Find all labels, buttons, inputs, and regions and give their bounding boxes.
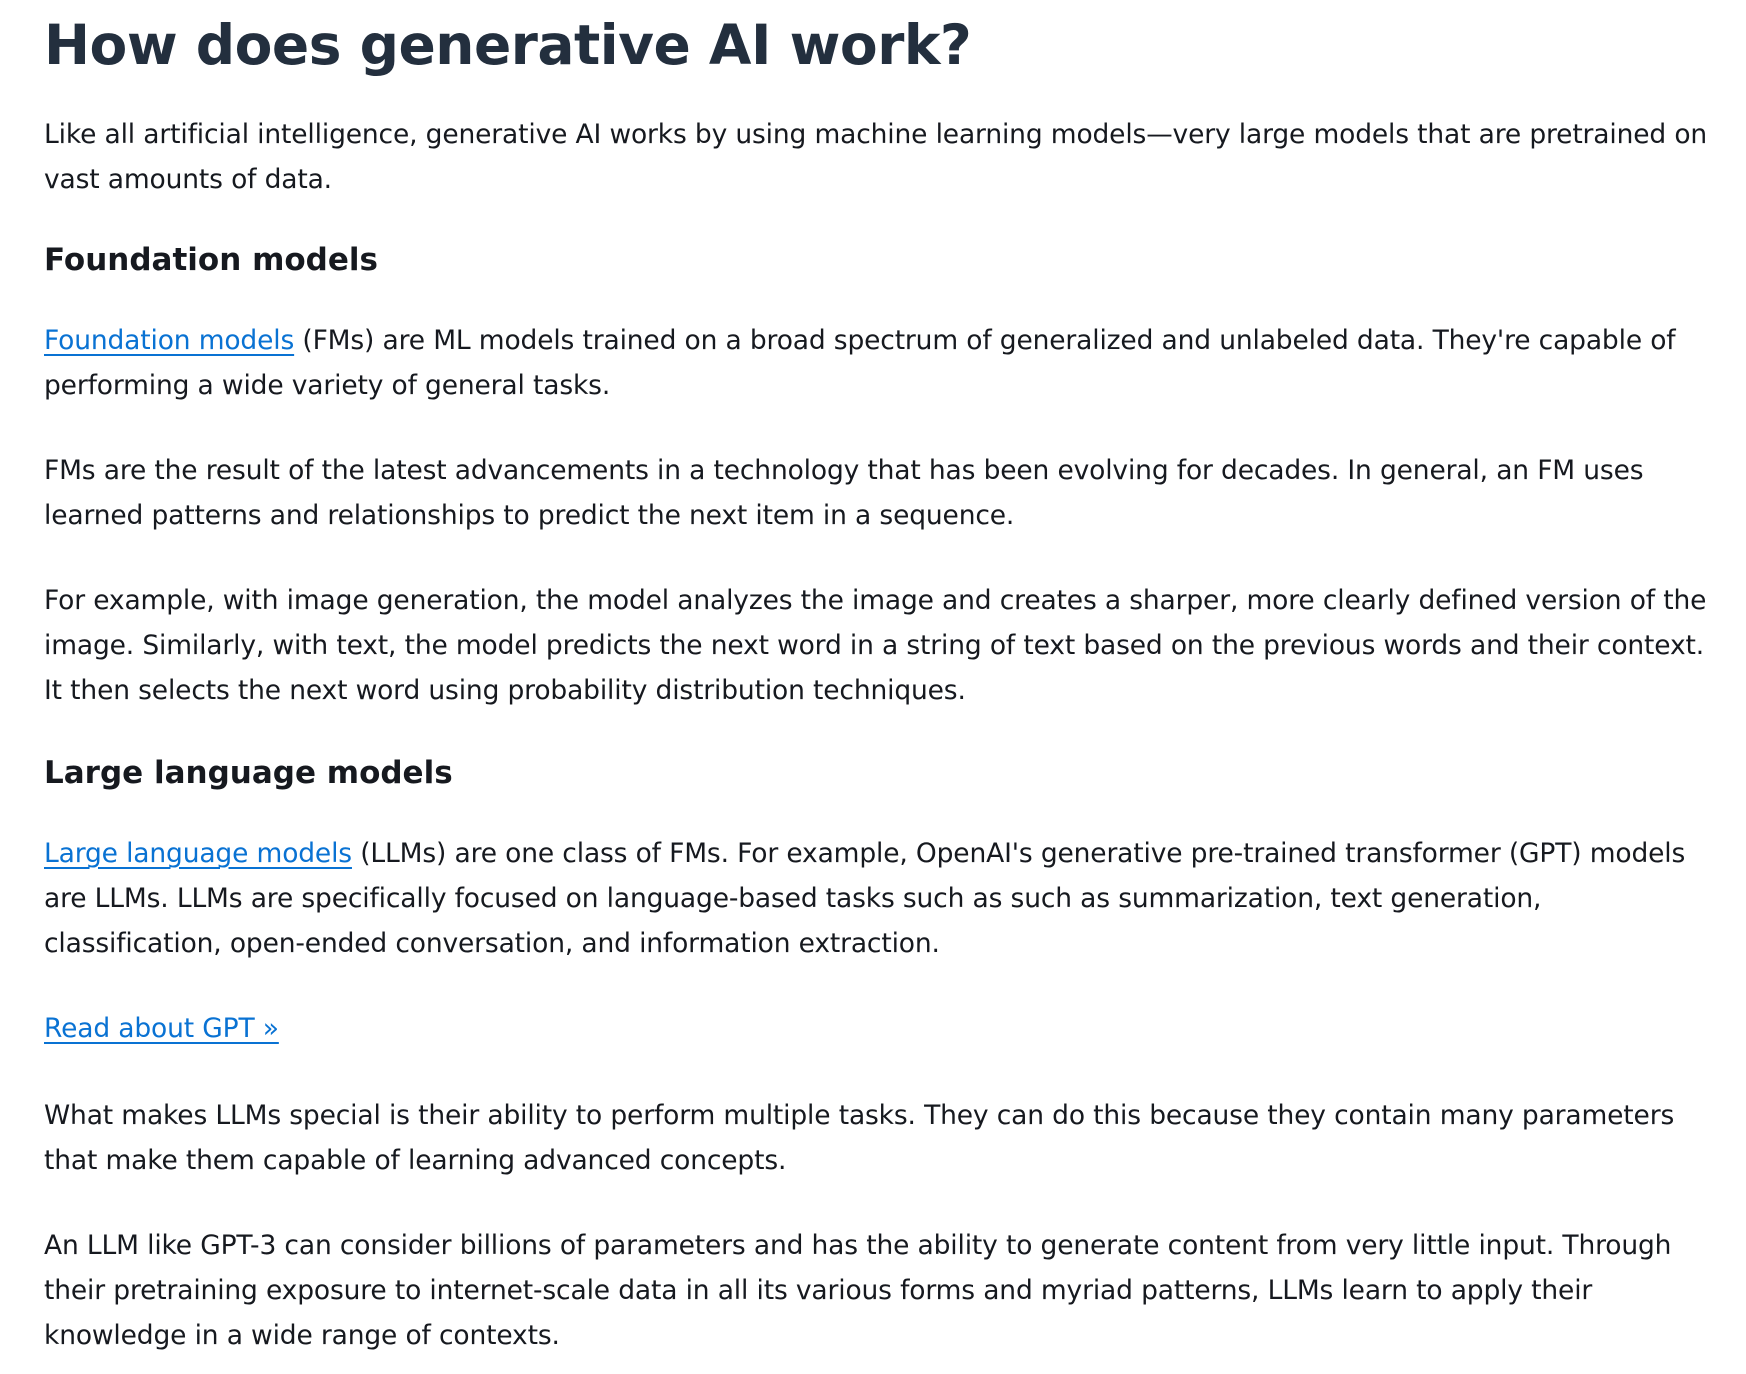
large-language-models-heading: Large language models <box>44 755 453 791</box>
read-about-gpt-link[interactable]: Read about GPT » <box>44 1013 279 1044</box>
foundation-models-paragraph-2: FMs are the result of the latest advancements in a technology that has been evolving for decades. In general, an FM uses learned patterns and relationships to predict the next item in a sequence. <box>44 455 1644 531</box>
llm-paragraph-1-text: (LLMs) are one class of FMs. For example, OpenAI's generative pre-trained transformer (GPT) models are LLMs. LLMs are specifically focused on language-based tasks such as such as summarization, text generation, classification, open-ended conversation, and information extraction. <box>44 838 1686 959</box>
llm-paragraph-1 <box>44 831 1724 966</box>
intro-paragraph: Like all artificial intelligence, generative AI works by using machine learning models—very large models that are pretrained on vast amounts of data. <box>44 119 1708 195</box>
foundation-models-paragraph-1 <box>44 318 1724 408</box>
read-about-gpt-paragraph <box>44 1006 1724 1051</box>
foundation-models-paragraph-1-text: (FMs) are ML models trained on a broad spectrum of generalized and unlabeled data. They're capable of performing a wide variety of general tasks. <box>44 325 1676 401</box>
foundation-models-link[interactable]: Foundation models <box>44 325 295 356</box>
large-language-models-link[interactable]: Large language models <box>44 838 352 869</box>
llm-paragraph-2: What makes LLMs special is their ability to perform multiple tasks. They can do this because they contain many parameters that make them capable of learning advanced concepts. <box>44 1100 1675 1176</box>
foundation-models-heading: Foundation models <box>44 242 378 278</box>
llm-paragraph-3: An LLM like GPT-3 can consider billions of parameters and has the ability to generate content from very little input. Through their pretraining exposure to internet-scale data in all its various forms and myriad patterns, LLMs learn to apply their knowledge in a wide range of contexts. <box>44 1230 1672 1351</box>
foundation-models-paragraph-3: For example, with image generation, the model analyzes the image and creates a sharper, more clearly defined version of the image. Similarly, with text, the model predicts the next word in a string of text based on the previous words and their context. It then selects the next word using probability distribution techniques. <box>44 585 1707 706</box>
page-title: How does generative AI work? <box>44 13 972 77</box>
